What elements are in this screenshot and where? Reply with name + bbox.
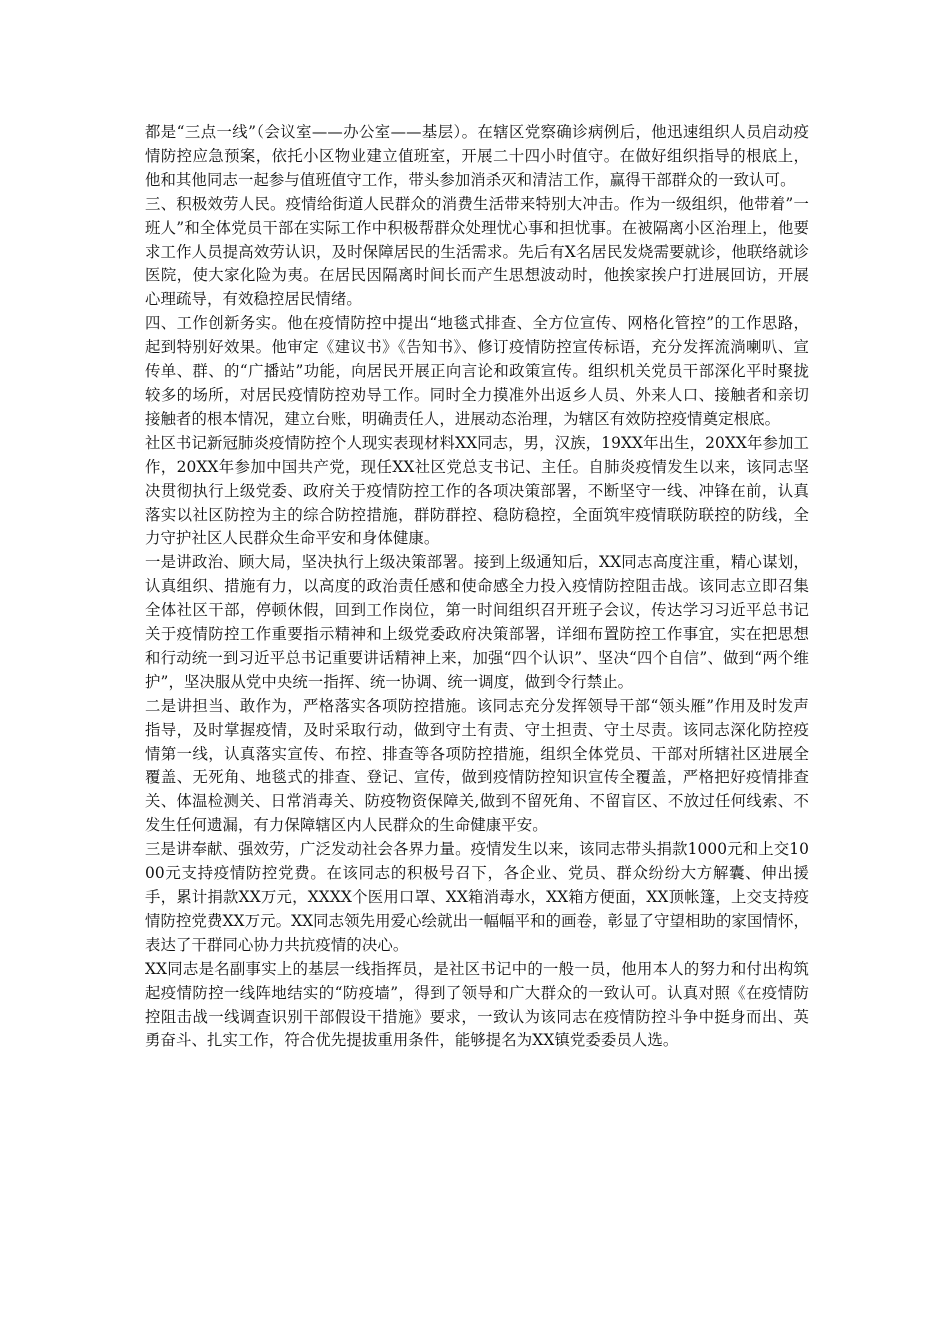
paragraph-8: XX同志是名副事实上的基层一线指挥员，是社区书记中的一般一员，他用本人的努力和付出构筑起疫情防控一线阵地结实的“防疫墙”，得到了领导和广大群众的一致认可。认真对照《在疫情防控阻击战一线调查识别干部假设干措施》要求，一致认为该同志在疫情防控斗争中挺身而出、英勇奋斗、扎实工作，符合优先提拔重用条件，能够提名为XX镇党委委员人选。 [145,959,809,1050]
paragraph-1: 都是“三点一线”（会议室——办公室——基层）。在辖区党察确诊病例后，他迅速组织人员启动疫情防控应急预案，依托小区物业建立值班室，开展二十四小时值守。在做好组织指导的根底上，他和其他同志一起参与值班值守工作，带头参加消杀灭和清洁工作，赢得干部群众的一致认可。 [145,123,809,189]
document-body [145,121,809,1053]
paragraph-4: 社区书记新冠肺炎疫情防控个人现实表现材料XX同志，男，汉族，19XX年出生，20XX年参加工作，20XX年参加中国共产党，现任XX社区党总支书记、主任。自肺炎疫情发生以来，该同志坚决贯彻执行上级党委、政府关于疫情防控工作的各项决策部署，不断坚守一线、冲锋在前，认真落实以社区防控为主的综合防控措施，群防群控、稳防稳控，全面筑牢疫情联防联控的防线，全力守护社区人民群众生命平安和身体健康。 [145,433,809,548]
paragraph-6: 二是讲担当、敢作为，严格落实各项防控措施。该同志充分发挥领导干部“领头雁”作用及时发声指导，及时掌握疫情，及时采取行动，做到守土有责、守土担责、守土尽责。该同志深化防控疫情第一线，认真落实宣传、布控、排查等各项防控措施，组织全体党员、干部对所辖社区进展全覆盖、无死角、地毯式的排查、登记、宣传，做到疫情防控知识宣传全覆盖，严格把好疫情排查关、体温检测关、日常消毒关、防疫物资保障关,做到不留死角、不留盲区、不放过任何线索、不发生任何遗漏，有力保障辖区内人民群众的生命健康平安。 [145,696,809,835]
paragraph-7: 三是讲奉献、强效劳，广泛发动社会各界力量。疫情发生以来，该同志带头捐款1000元和上交1000元支持疫情防控党费。在该同志的积极号召下，各企业、党员、群众纷纷大方解囊、伸出援手，累计捐款XX万元，XXXX个医用口罩、XX箱消毒水，XX箱方便面，XX顶帐篷，上交支持疫情防控党费XX万元。XX同志领先用爱心绘就出一幅幅平和的画卷，彰显了守望相助的家国情怀，表达了干群同心协力共抗疫情的决心。 [145,840,809,954]
paragraph-5: 一是讲政治、顾大局，坚决执行上级决策部署。接到上级通知后，XX同志高度注重，精心谋划，认真组织、措施有力，以高度的政治责任感和使命感全力投入疫情防控阻击战。该同志立即召集全体社区干部，停顿休假，回到工作岗位，第一时间组织召开班子会议，传达学习习近平总书记关于疫情防控工作重要指示精神和上级党委政府决策部署，详细布置防控工作事宜，实在把思想和行动统一到习近平总书记重要讲话精神上来，加强“四个认识”、坚决“四个自信”、做到“两个维护”，坚决服从党中央统一指挥、统一协调、统一调度，做到令行禁止。 [145,553,809,691]
paragraph-3: 四、工作创新务实。他在疫情防控中提出“地毯式排查、全方位宣传、网格化管控”的工作思路，起到特别好效果。他审定《建议书》《告知书》、修订疫情防控宣传标语，充分发挥流淌喇叭、宣传单、群、的“广播站”功能，向居民开展正向言论和政策宣传。组织机关党员干部深化平时聚拢较多的场所，对居民疫情防控劝导工作。同时全力摸准外出返乡人员、外来人口、接触者和亲切接触者的根本情况，建立台账，明确责任人，进展动态治理，为辖区有效防控疫情奠定根底。 [145,314,809,428]
paragraph-2: 三、积极效劳人民。疫情给街道人民群众的消费生活带来特别大冲击。作为一级组织，他带着”一班人”和全体党员干部在实际工作中积极帮群众处理忧心事和担忧事。在被隔离小区治理上，他要求工作人员提高效劳认识，及时保障居民的生活需求。先后有X名居民发烧需要就诊，他联络就诊医院，使大家化险为夷。在居民因隔离时间长而产生思想波动时，他挨家挨户打进展回访，开展心理疏导，有效稳控居民情绪。 [145,194,809,309]
